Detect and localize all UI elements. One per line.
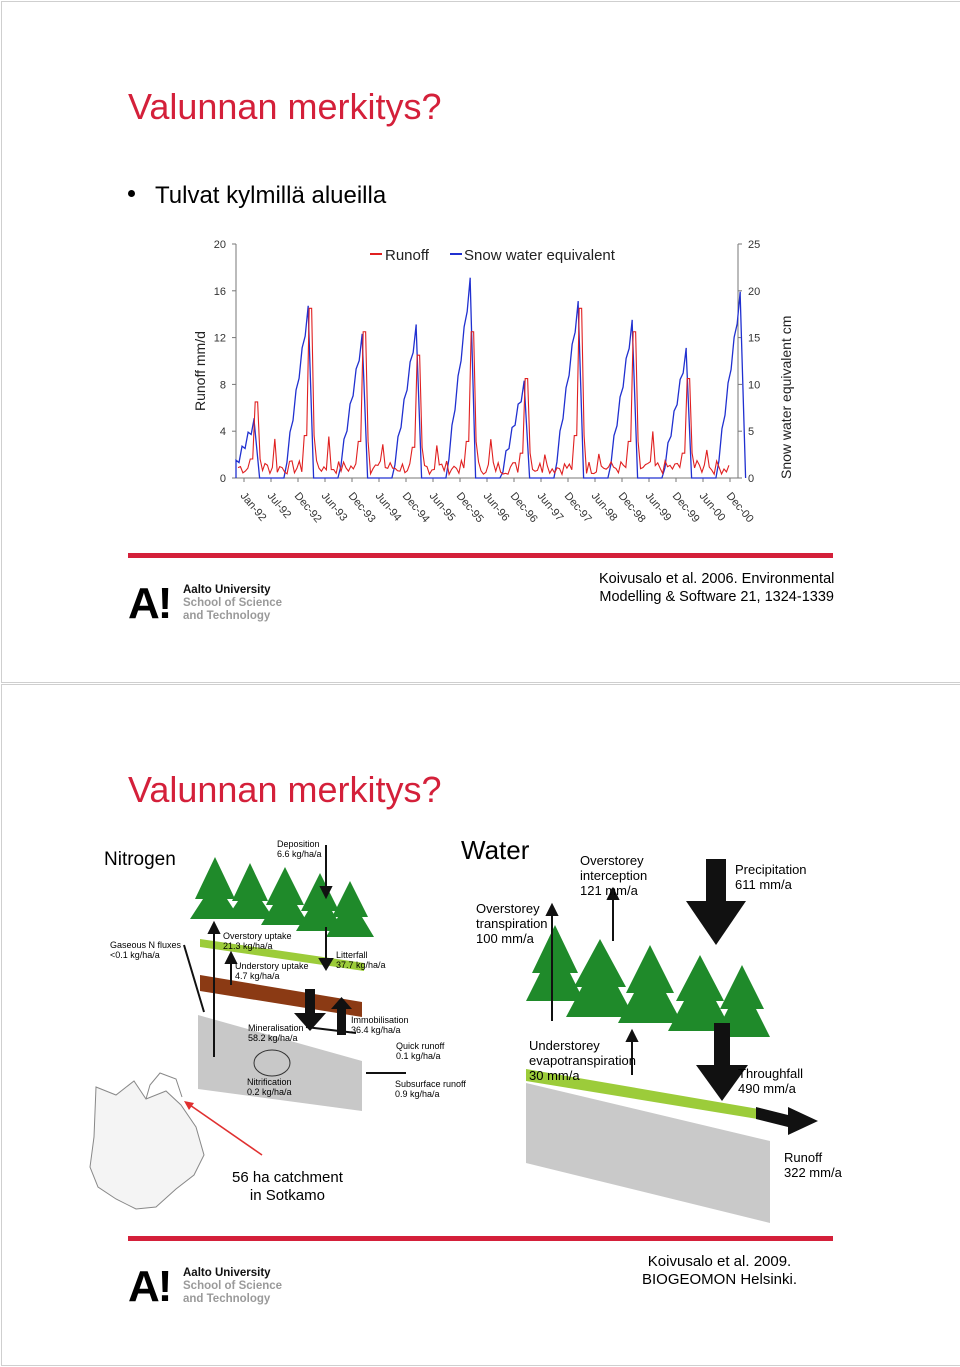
y-tick-label: 0 (219, 473, 226, 485)
y-tick-label: 20 (213, 239, 226, 251)
tree-group (190, 857, 374, 937)
water-tree-group (526, 925, 770, 1037)
nitrification-label: Nitrification 0.2 kg/ha/a (247, 1077, 292, 1097)
runoff-series-line (238, 308, 729, 474)
bullet-dot-icon (128, 190, 135, 197)
footer-divider (128, 553, 833, 558)
x-tick-label: Jun-96 (480, 490, 512, 524)
y-tick-label: 12 (213, 332, 226, 345)
footer-divider-2 (128, 1236, 833, 1241)
citation-line-1: Koivusalo et al. 2009. (647, 1253, 792, 1270)
x-tick-label: Dec-93 (345, 490, 378, 526)
x-tick-label: Jun-00 (696, 490, 728, 524)
slide-title: Valunnan merkitys? (128, 86, 442, 127)
logo-line-3: and Technology (183, 1293, 271, 1305)
x-tick-label: Jun-99 (642, 490, 674, 524)
x-tick-label: Dec-99 (669, 490, 702, 526)
mineralisation-label: Mineralisation 58.2 kg/ha/a (248, 1023, 304, 1043)
citation (599, 570, 834, 606)
y-axis-label: Runoff mm/d (192, 331, 208, 411)
x-tick-label: Jul-92 (264, 490, 294, 521)
overstorey-transpiration-label: Overstorey transpiration 100 mm/a (476, 901, 548, 946)
deposition-label: Deposition 6.6 kg/ha/a (277, 839, 322, 859)
subsurface-runoff-label: Subsurface runoff 0.9 kg/ha/a (395, 1079, 466, 1099)
quick-runoff-label: Quick runoff 0.1 kg/ha/a (396, 1041, 445, 1061)
europe-map (90, 1081, 204, 1209)
legend-snow-label: Snow water equivalent (464, 247, 615, 264)
logo-line-2: School of Science (183, 1280, 283, 1292)
x-tick-label: Dec-94 (399, 490, 432, 526)
understorey-et-label: Understorey evapotranspiration 30 mm/a (529, 1038, 636, 1083)
litterfall-label: Litterfall 37.7 kg/ha/a (336, 950, 386, 970)
y2-axis-label: Snow water equivalent cm (778, 315, 794, 479)
legend-runoff-label: Runoff (385, 247, 429, 264)
runoff-label: Runoff 322 mm/a (784, 1150, 842, 1180)
logo-line-1: Aalto University (183, 1267, 271, 1279)
x-tick-label: Jun-93 (318, 490, 350, 524)
citation-line-2: BIOGEOMON Helsinki. (642, 1271, 798, 1288)
slide-2 (1, 684, 960, 1366)
bullet-item (128, 182, 386, 210)
x-tick-label: Jan-92 (237, 490, 269, 524)
water-soil-block (526, 1083, 770, 1223)
x-tick-label: Dec-98 (615, 490, 648, 526)
bullet-text: Tulvat kylmillä alueilla (155, 182, 387, 209)
runoff-snow-chart (188, 226, 800, 532)
x-tick-label: Jun-97 (534, 490, 566, 524)
y2-tick-label: 20 (748, 285, 761, 298)
logo-line-3: and Technology (183, 610, 271, 622)
x-tick-label: Dec-00 (723, 490, 756, 526)
y-tick-label: 4 (219, 426, 226, 439)
slide-title-2: Valunnan merkitys? (128, 769, 442, 810)
y-tick-label: 8 (219, 379, 226, 392)
x-tick-label: Jun-98 (588, 490, 620, 524)
y2-tick-label: 15 (748, 332, 761, 345)
logo-line-1: Aalto University (183, 584, 271, 596)
overstory-uptake-label: Overstory uptake 21.3 kg/ha/a (223, 931, 292, 951)
y2-tick-label: 25 (748, 239, 761, 251)
slide-1 (1, 1, 960, 683)
logo-mark: A! (128, 1262, 171, 1311)
x-tick-label: Dec-95 (453, 490, 486, 526)
x-tick-label: Jun-94 (372, 490, 404, 524)
citation-line-1: Koivusalo et al. 2006. Environmental (599, 571, 835, 587)
x-tick-label: Dec-96 (507, 490, 540, 526)
y2-tick-label: 10 (748, 379, 761, 392)
x-tick-label: Dec-92 (291, 490, 324, 526)
water-heading: Water (461, 835, 530, 865)
chart-legend (370, 247, 616, 264)
catchment-label: 56 ha catchment in Sotkamo (232, 1169, 343, 1204)
logo-line-2: School of Science (183, 597, 283, 609)
understory-uptake-label: Understory uptake 4.7 kg/ha/a (235, 961, 309, 981)
throughfall-label: Throughfall 490 mm/a (738, 1066, 804, 1096)
y2-tick-label: 0 (748, 473, 755, 485)
immobilisation-label: Immobilisation 36.4 kg/ha/a (351, 1015, 409, 1035)
overstorey-interception-label: Overstorey interception 121 mm/a (580, 853, 648, 898)
precipitation-label: Precipitation 611 mm/a (735, 862, 807, 892)
x-tick-label: Dec-97 (561, 490, 594, 526)
citation-line-2: Modelling & Software 21, 1324-1339 (599, 589, 834, 605)
logo-mark: A! (128, 579, 171, 628)
y-tick-label: 16 (213, 285, 226, 298)
y2-tick-label: 5 (748, 426, 755, 439)
nitrogen-heading: Nitrogen (104, 849, 176, 870)
citation-2 (642, 1253, 797, 1289)
gaseous-flux-label: Gaseous N fluxes <0.1 kg/ha/a (110, 940, 182, 960)
x-tick-label: Jun-95 (426, 490, 458, 524)
